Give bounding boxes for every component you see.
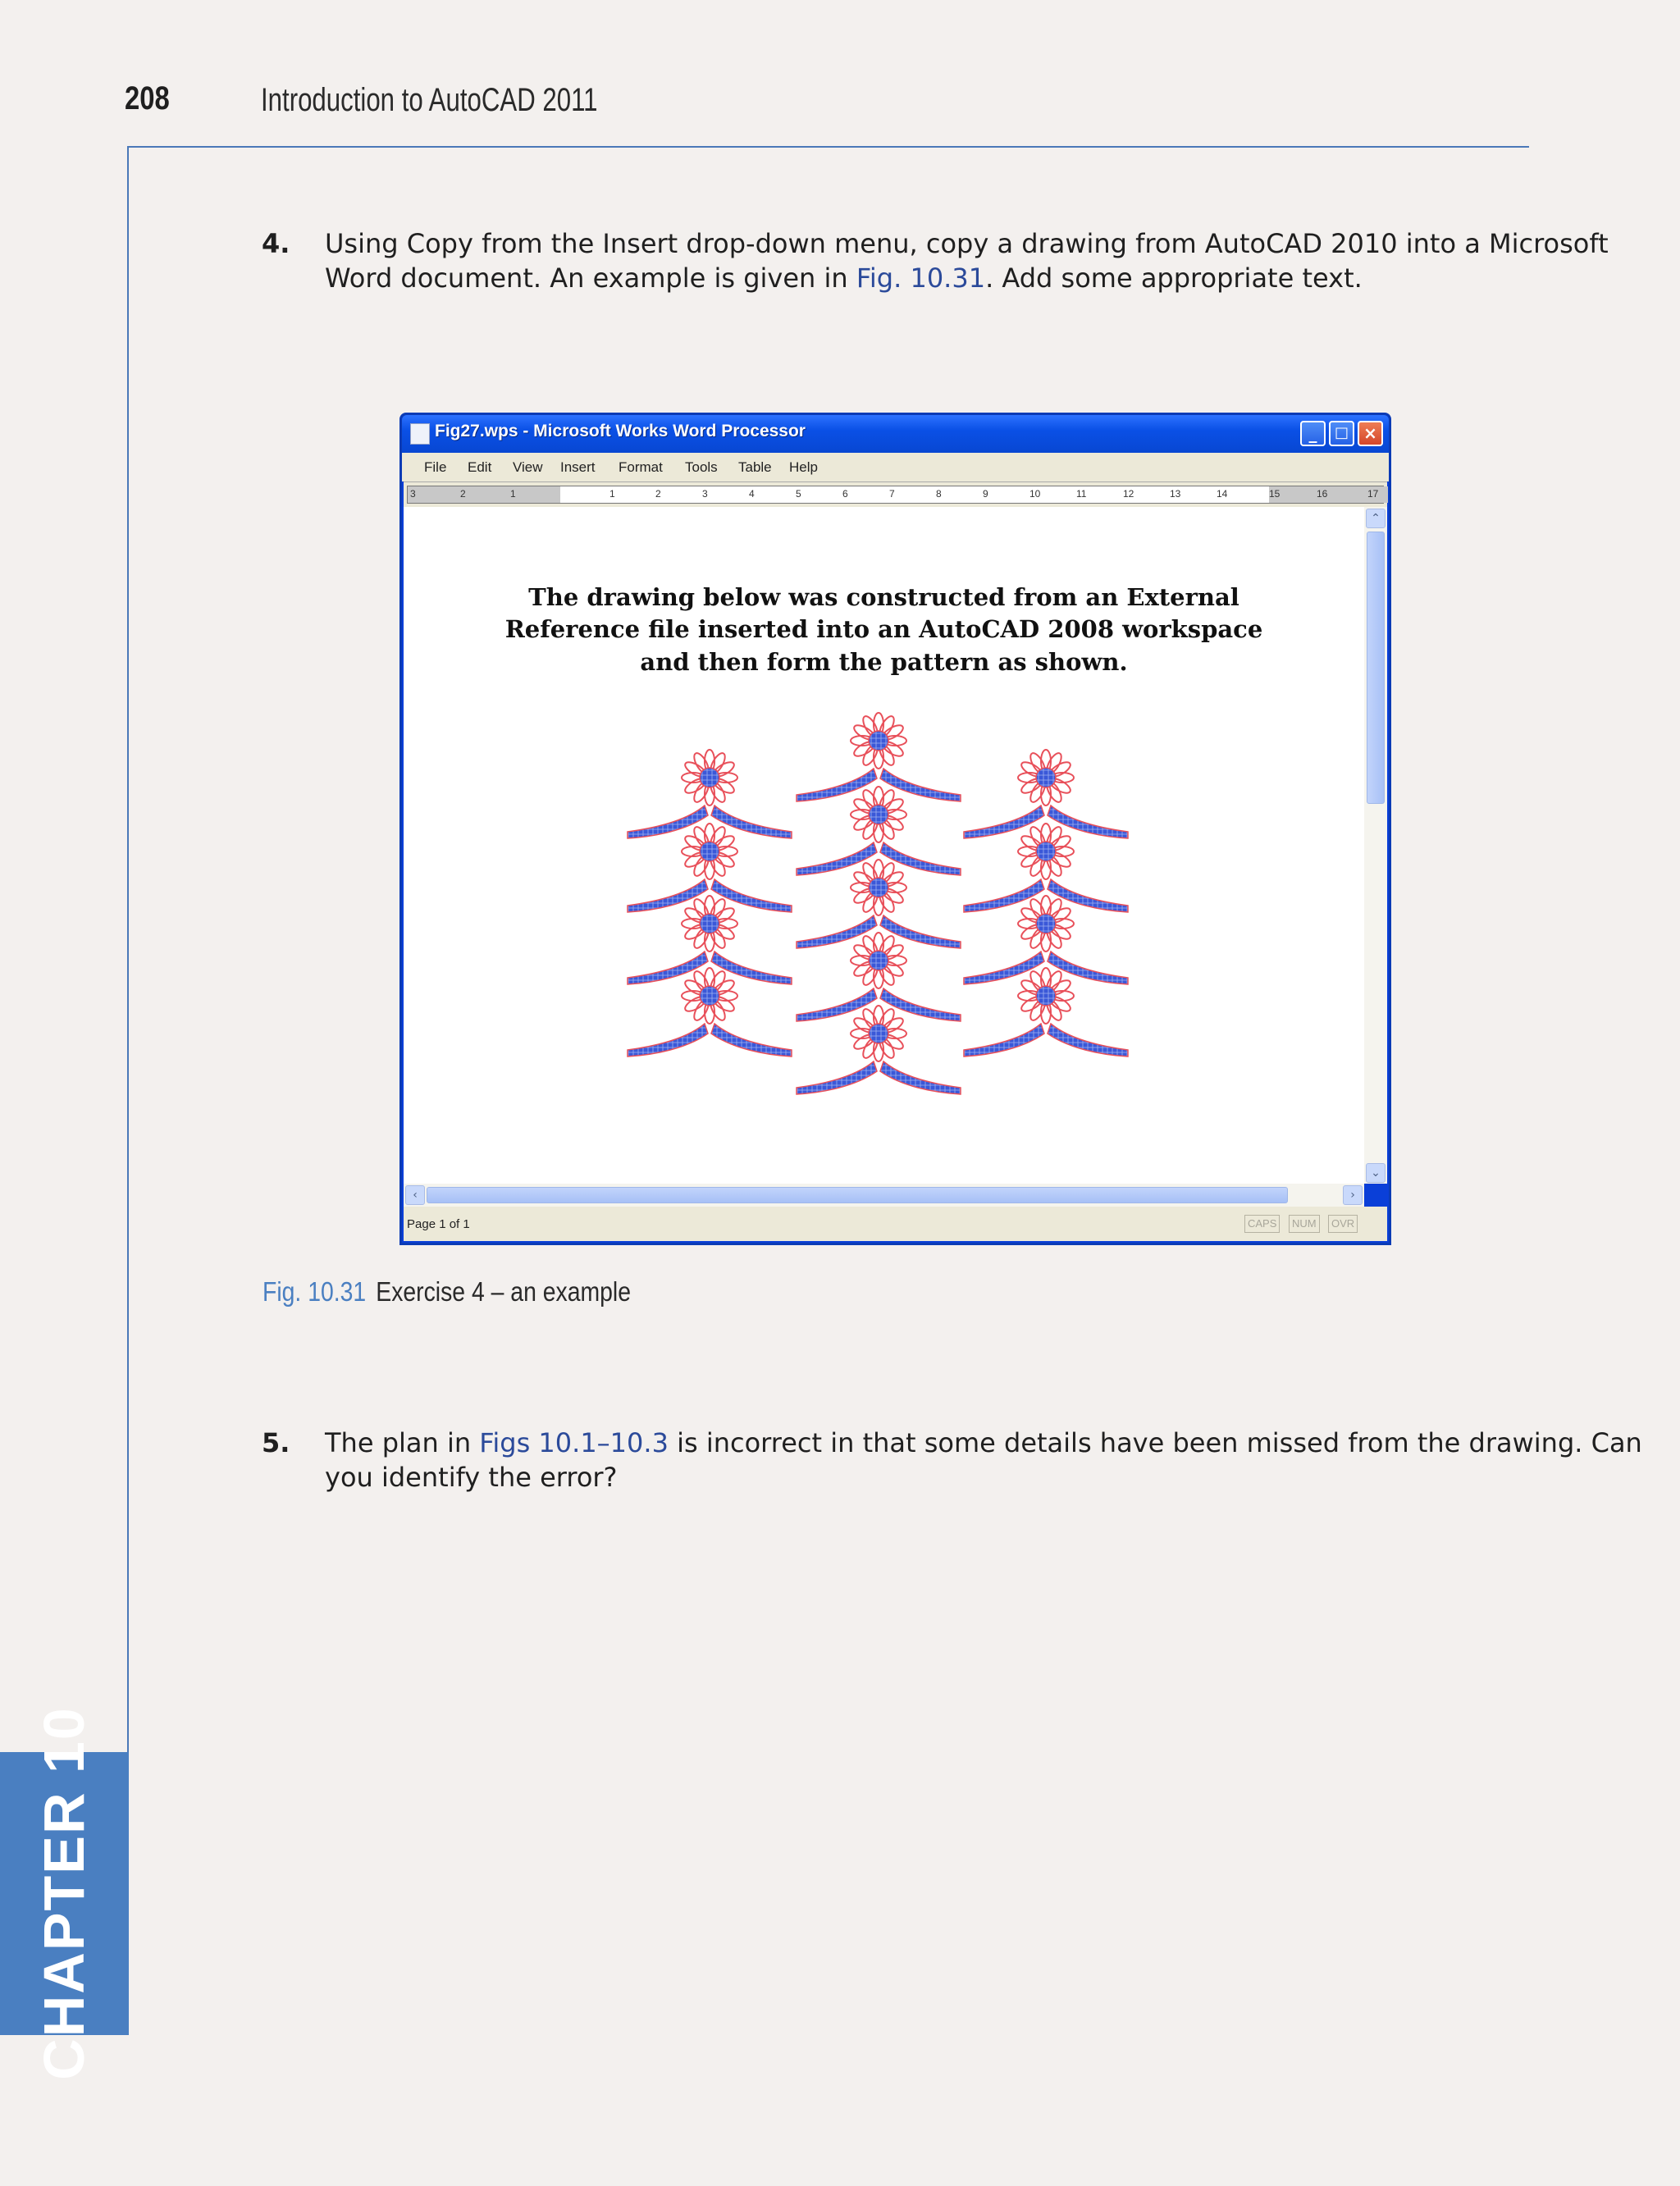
ruler-label: 4 [749,488,755,500]
figure-caption-text: Exercise 4 – an example [376,1276,632,1307]
pattern-motif [964,824,1128,912]
pattern-motif [797,713,961,801]
menu-format[interactable]: Format [619,459,663,475]
ruler-left-margin [408,486,560,503]
item-text: The plan in [325,1427,480,1458]
menu-file[interactable]: File [424,459,447,475]
works-window-screenshot [399,413,1391,1245]
menu-view[interactable]: View [513,459,543,475]
ruler-label: 2 [655,488,661,500]
pattern-motif [964,750,1128,838]
item-text-line [325,1426,1642,1460]
menu-table[interactable]: Table [738,459,772,475]
scroll-up-button[interactable]: ⌃ [1366,509,1386,528]
ruler-label: 7 [889,488,895,500]
maximize-button[interactable]: □ [1329,421,1354,446]
status-num: NUM [1289,1215,1320,1233]
ruler-label: 2 [460,488,466,500]
margin-rule [127,146,129,1787]
xref-pattern-drawing [404,507,1364,1184]
scroll-left-button[interactable]: ‹ [405,1185,425,1205]
ruler-label: 5 [796,488,801,500]
ruler-label: 16 [1317,488,1328,500]
ruler-label: 13 [1170,488,1181,500]
item-text-line: Using Copy from the Insert drop-down menu, copy a drawing from AutoCAD 2010 into a Microsoft [325,228,1609,259]
document-heading-line: The drawing below was constructed from an External [528,583,1239,611]
ruler-label: 11 [1076,488,1087,500]
ruler[interactable] [404,481,1387,508]
item-number: 4. [262,228,290,259]
vertical-scroll-thumb[interactable] [1367,532,1385,804]
horizontal-scrollbar[interactable] [404,1184,1364,1207]
status-page-indicator: Page 1 of 1 [407,1217,470,1231]
close-button[interactable]: × [1358,421,1383,446]
scroll-right-button[interactable]: › [1343,1185,1363,1205]
status-ovr: OVR [1328,1215,1358,1233]
pattern-motif [628,824,792,912]
ruler-label: 12 [1123,488,1134,500]
item-text-line: you identify the error? [325,1462,618,1493]
figure-link[interactable]: Fig. 10.31 [856,262,986,294]
item-number: 5. [262,1427,290,1458]
horizontal-scroll-thumb[interactable] [427,1187,1288,1203]
vertical-scrollbar[interactable] [1364,507,1387,1184]
document-heading-line: Reference file inserted into an AutoCAD 2008 workspace [504,615,1263,643]
running-header-title: Introduction to AutoCAD 2011 [261,82,598,118]
window-title: Fig27.wps - Microsoft Works Word Processor [435,422,806,440]
ruler-label: 10 [1029,488,1041,500]
document-heading-line: and then form the pattern as shown. [640,648,1128,676]
figure-caption [262,1276,631,1307]
pattern-motif [628,750,792,838]
ruler-label: 1 [510,488,516,500]
document-canvas[interactable] [404,507,1364,1184]
menu-edit[interactable]: Edit [468,459,492,475]
item-text: . Add some appropriate text. [985,262,1363,294]
figure-caption-label: Fig. 10.31 [262,1276,367,1307]
ruler-label: 6 [842,488,848,500]
menu-tools[interactable]: Tools [685,459,718,475]
scroll-down-button[interactable]: ⌄ [1366,1163,1386,1183]
header-rule [127,146,1529,148]
item-text: is incorrect in that some details have been missed from the drawing. Can [668,1427,1642,1458]
ruler-track [407,486,1384,504]
ruler-label: 9 [983,488,988,500]
item-text: Word document. An example is given in [325,262,856,294]
item-text-line [325,261,1363,295]
menu-help[interactable]: Help [789,459,818,475]
figures-link[interactable]: Figs 10.1–10.3 [479,1427,669,1458]
minimize-button[interactable]: _ [1300,421,1326,446]
menu-insert[interactable]: Insert [560,459,596,475]
pattern-motif [797,787,961,875]
ruler-label: 14 [1217,488,1228,500]
status-bar [404,1207,1387,1241]
ruler-label: 1 [609,488,615,500]
ruler-label: 3 [702,488,708,500]
status-caps: CAPS [1244,1215,1280,1233]
title-bar [402,415,1389,453]
chapter-tab-label: CHAPTER 10 [32,1706,96,2080]
menu-bar [402,453,1389,481]
ruler-label: 3 [410,488,416,500]
page-number: 208 [125,80,170,116]
ruler-label: 8 [936,488,942,500]
document-icon [410,423,430,445]
ruler-label: 17 [1367,488,1379,500]
ruler-label: 15 [1269,488,1281,500]
